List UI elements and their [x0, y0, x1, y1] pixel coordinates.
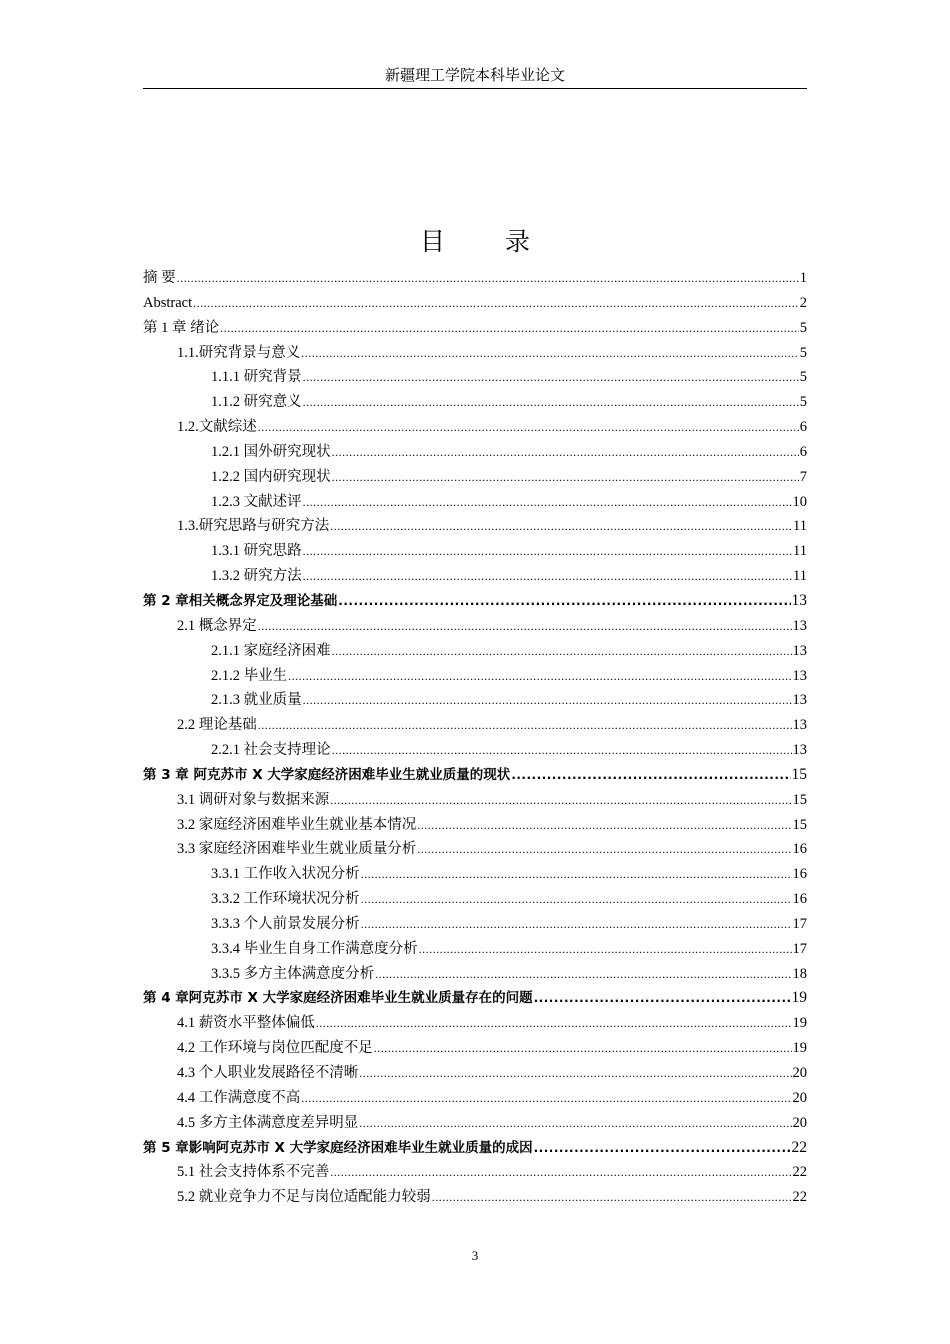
dot-leader — [303, 365, 799, 390]
header-text: 新疆理工学院本科毕业论文 — [384, 68, 565, 84]
dot-leader — [303, 390, 799, 415]
toc-entry[interactable] — [143, 266, 807, 291]
toc-entry[interactable] — [143, 1011, 807, 1036]
toc-entry-label: 2.1.3 就业质量 — [211, 692, 302, 709]
toc-entry-page: 5 — [799, 394, 807, 411]
toc-entry-label: 4.4 工作满意度不高 — [177, 1089, 301, 1106]
toc-entry[interactable] — [143, 738, 807, 763]
toc-entry-page: 15 — [792, 816, 807, 833]
dot-leader — [359, 1111, 791, 1136]
toc-entry[interactable] — [143, 440, 807, 465]
toc-entry-label: 1.3.研究思路与研究方法 — [177, 518, 330, 535]
toc-entry-page: 22 — [792, 1189, 807, 1206]
toc-title: 目 录 — [420, 227, 556, 256]
toc-entry-label: 3.3.4 毕业生自身工作满意度分析 — [211, 940, 418, 957]
toc-entry-label: 2.1.2 毕业生 — [211, 667, 288, 684]
dot-leader — [534, 1136, 791, 1161]
toc-entry-label: 1.1.研究背景与意义 — [177, 344, 301, 361]
dot-leader — [361, 862, 792, 887]
toc-entry-label: Abstract — [143, 294, 193, 311]
dot-leader — [417, 837, 791, 862]
toc-entry-label: 4.1 薪资水平整体偏低 — [177, 1015, 315, 1032]
toc-entry-page: 6 — [799, 419, 807, 436]
toc-entry-page: 6 — [799, 443, 807, 460]
toc-entry-label: 5.1 社会支持体系不完善 — [177, 1164, 330, 1181]
toc-entry[interactable] — [143, 688, 807, 713]
toc-entry[interactable] — [143, 713, 807, 738]
toc-entry[interactable] — [143, 986, 807, 1011]
toc-entry-label: 3.3.1 工作收入状况分析 — [211, 866, 360, 883]
toc-entry-page: 19 — [792, 1015, 807, 1032]
toc-entry[interactable] — [143, 788, 807, 813]
toc-entry[interactable] — [143, 341, 807, 366]
toc-entry[interactable] — [143, 837, 807, 862]
dot-leader — [419, 937, 792, 962]
toc-entry-label: 3.3 家庭经济困难毕业生就业质量分析 — [177, 841, 417, 858]
toc-entry-page: 19 — [791, 989, 807, 1007]
dot-leader — [303, 688, 792, 713]
toc-entry[interactable] — [143, 415, 807, 440]
toc-entry[interactable] — [143, 514, 807, 539]
toc-entry[interactable] — [143, 639, 807, 664]
toc-entry-page: 1 — [799, 270, 807, 286]
toc-entry-page: 13 — [792, 717, 807, 734]
toc-entry-page: 18 — [792, 965, 807, 982]
dot-leader — [288, 664, 791, 689]
dot-leader — [303, 539, 792, 564]
dot-leader — [258, 415, 799, 440]
dot-leader — [359, 1061, 791, 1086]
dot-leader — [361, 887, 792, 912]
dot-leader — [330, 514, 792, 539]
toc-entry-page: 20 — [792, 1089, 807, 1106]
toc-entry-label: 5.2 就业竞争力不足与岗位适配能力较弱 — [177, 1189, 431, 1206]
toc-entry[interactable] — [143, 614, 807, 639]
toc-entry-label: 1.3.1 研究思路 — [211, 543, 302, 560]
toc-entry[interactable] — [143, 1036, 807, 1061]
dot-leader — [432, 1185, 792, 1210]
toc-entry-label: 1.2.文献综述 — [177, 419, 257, 436]
toc-entry-label: 1.2.3 文献述评 — [211, 493, 302, 510]
toc-entry-label: 1.2.2 国内研究现状 — [211, 468, 331, 485]
toc-entry[interactable] — [143, 763, 807, 788]
toc-entry-label: 1.3.2 研究方法 — [211, 568, 302, 585]
toc-entry[interactable] — [143, 1160, 807, 1185]
dot-leader — [258, 614, 792, 639]
toc-entry-label: 4.2 工作环境与岗位匹配度不足 — [177, 1040, 373, 1057]
toc-entry[interactable] — [143, 539, 807, 564]
toc-entry-page: 13 — [792, 617, 807, 634]
toc-entry-label: 4.3 个人职业发展路径不清晰 — [177, 1065, 359, 1081]
toc-entry[interactable] — [143, 490, 807, 515]
dot-leader — [303, 490, 792, 515]
toc-entry-page: 5 — [799, 319, 807, 336]
toc-entry-label: 4.5 多方主体满意度差异明显 — [177, 1114, 359, 1131]
toc-entry[interactable] — [143, 291, 807, 316]
dot-leader — [330, 788, 791, 813]
dot-leader — [177, 266, 799, 291]
toc-entry-page: 22 — [792, 1164, 807, 1181]
dot-leader — [417, 813, 791, 838]
toc-entry-page: 17 — [792, 940, 807, 957]
dot-leader — [332, 738, 792, 763]
toc-entry-page: 13 — [792, 742, 807, 759]
dot-leader — [330, 1160, 791, 1185]
toc-entry-label: 1.1.1 研究背景 — [211, 369, 302, 386]
toc-entry-page: 16 — [792, 866, 807, 883]
toc-entry-page: 5 — [799, 369, 807, 386]
toc-entry-page: 16 — [792, 891, 807, 908]
toc-entry[interactable] — [143, 664, 807, 689]
toc-entry-label: 1.1.2 研究意义 — [211, 394, 302, 411]
toc-entry[interactable] — [143, 1061, 807, 1086]
toc-entry-page: 11 — [793, 518, 807, 535]
dot-leader — [220, 316, 799, 341]
toc-entry[interactable] — [143, 465, 807, 490]
table-of-contents — [143, 266, 807, 1210]
toc-entry-page: 15 — [792, 791, 807, 808]
dot-leader — [511, 763, 790, 788]
toc-entry-label: 3.3.3 个人前景发展分析 — [211, 915, 360, 932]
toc-entry[interactable] — [143, 1111, 807, 1136]
dot-leader — [316, 1011, 792, 1036]
dot-leader — [361, 912, 792, 937]
toc-entry-label: 第 5 章影响阿克苏市 X 大学家庭经济困难毕业生就业质量的成因 — [143, 1139, 533, 1156]
toc-entry[interactable] — [143, 813, 807, 838]
dot-leader — [301, 341, 799, 366]
toc-entry[interactable] — [143, 365, 807, 390]
toc-entry-label: 3.1 调研对象与数据来源 — [177, 791, 330, 808]
toc-entry-page: 13 — [792, 692, 807, 709]
toc-entry-label: 2.2.1 社会支持理论 — [211, 742, 331, 759]
dot-leader — [338, 589, 790, 614]
page-number: 3 — [471, 1248, 479, 1263]
toc-entry-page: 7 — [799, 468, 807, 485]
toc-entry-label: 3.3.2 工作环境状况分析 — [211, 891, 360, 908]
toc-entry-label: 第 1 章 绪论 — [143, 319, 220, 336]
toc-entry[interactable] — [143, 862, 807, 887]
dot-leader — [534, 986, 791, 1011]
toc-entry-page: 10 — [792, 493, 807, 510]
dot-leader — [332, 639, 792, 664]
toc-entry-page: 20 — [792, 1114, 807, 1131]
toc-entry[interactable] — [143, 962, 807, 987]
toc-entry[interactable] — [143, 564, 807, 589]
toc-entry-page: 22 — [791, 1138, 807, 1156]
toc-entry-page: 15 — [791, 765, 807, 783]
toc-entry[interactable] — [143, 589, 807, 614]
dot-leader — [193, 291, 799, 316]
dot-leader — [332, 440, 799, 465]
toc-entry-page: 17 — [792, 915, 807, 932]
toc-entry-page: 2 — [799, 294, 807, 311]
toc-entry-page: 13 — [791, 591, 807, 609]
toc-entry-page: 20 — [792, 1065, 807, 1081]
toc-entry-page: 19 — [792, 1040, 807, 1057]
toc-entry-label: 第 4 章阿克苏市 X 大学家庭经济困难毕业生就业质量存在的问题 — [143, 990, 533, 1007]
toc-entry[interactable] — [143, 1185, 807, 1210]
toc-entry-label: 摘 要 — [143, 270, 176, 286]
toc-entry-page: 16 — [792, 841, 807, 858]
page-header — [143, 66, 807, 89]
toc-entry[interactable] — [143, 390, 807, 415]
toc-entry[interactable] — [143, 316, 807, 341]
toc-entry-label: 3.2 家庭经济困难毕业生就业基本情况 — [177, 816, 417, 833]
toc-entry-label: 3.3.5 多方主体满意度分析 — [211, 965, 375, 982]
toc-entry[interactable] — [143, 887, 807, 912]
dot-leader — [332, 465, 799, 490]
dot-leader — [374, 1036, 792, 1061]
toc-entry[interactable] — [143, 1136, 807, 1161]
toc-entry[interactable] — [143, 937, 807, 962]
page-footer — [0, 1248, 950, 1264]
toc-entry-label: 2.2 理论基础 — [177, 717, 257, 734]
toc-entry-page: 13 — [792, 667, 807, 684]
toc-entry-label: 第 2 章相关概念界定及理论基础 — [143, 592, 338, 609]
toc-entry-label: 2.1.1 家庭经济困难 — [211, 642, 331, 659]
dot-leader — [303, 564, 792, 589]
toc-entry[interactable] — [143, 912, 807, 937]
dot-leader — [258, 713, 792, 738]
toc-entry-label: 1.2.1 国外研究现状 — [211, 443, 331, 460]
toc-entry-page: 11 — [793, 543, 807, 560]
toc-entry-page: 13 — [792, 642, 807, 659]
toc-entry-page: 5 — [799, 344, 807, 361]
toc-entry-page: 11 — [793, 568, 807, 585]
dot-leader — [375, 962, 791, 987]
toc-entry[interactable] — [143, 1086, 807, 1111]
toc-entry-label: 2.1 概念界定 — [177, 617, 257, 634]
toc-entry-label: 第 3 章 阿克苏市 X 大学家庭经济困难毕业生就业质量的现状 — [143, 766, 511, 783]
dot-leader — [301, 1086, 791, 1111]
